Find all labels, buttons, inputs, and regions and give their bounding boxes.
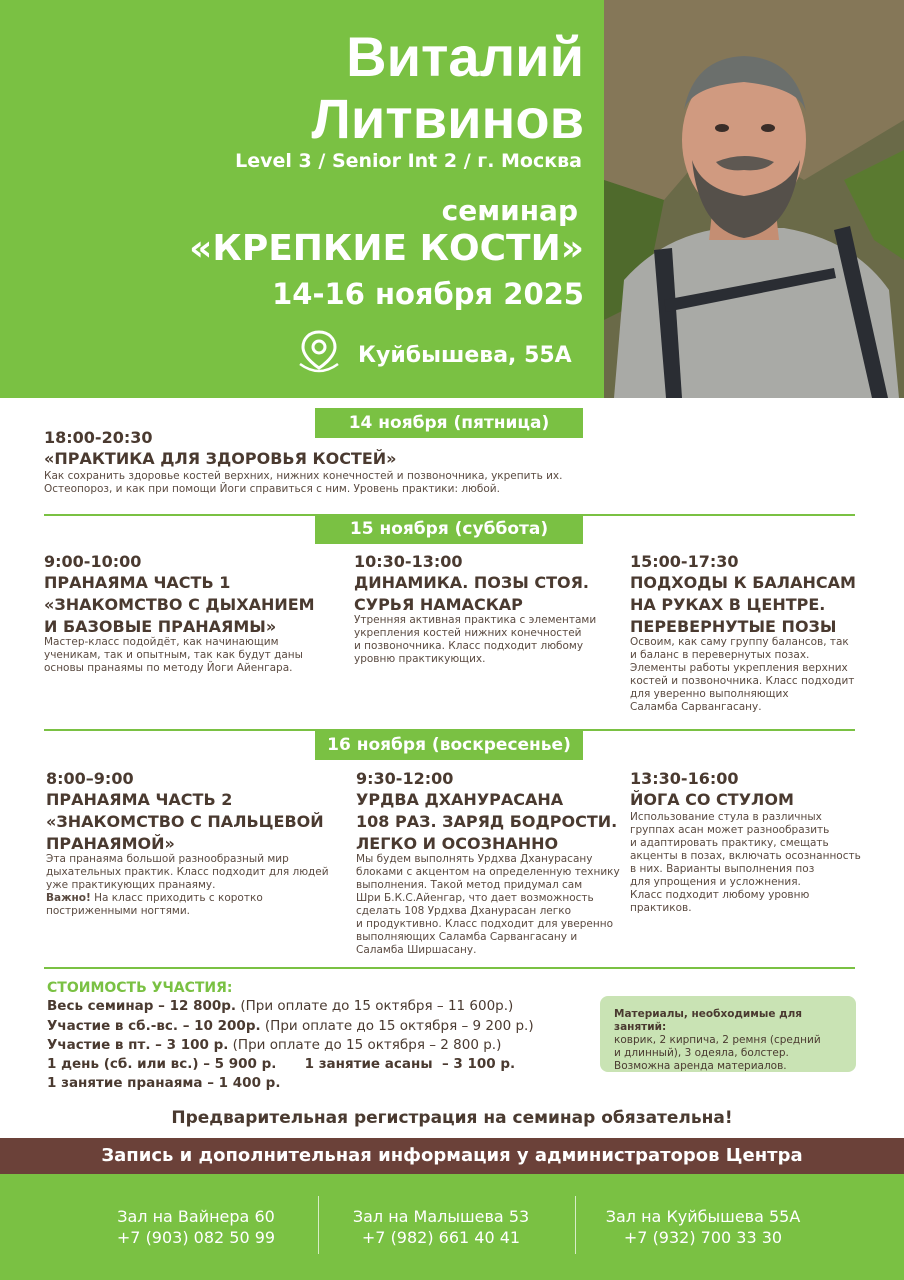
prices-heading: СТОИМОСТЬ УЧАСТИЯ: — [47, 980, 233, 996]
slot-title — [630, 572, 856, 638]
day-header-1: 14 ноября (пятница) — [315, 408, 583, 438]
desc-line: костей и позвоночника. Класс подходит — [630, 675, 855, 687]
title-line: ЙОГА СО СТУЛОМ — [630, 790, 794, 809]
location-pin-icon — [294, 328, 344, 380]
slot-time: 10:30-13:00 — [354, 552, 463, 571]
price-main: 1 день (сб. или вс.) – 5 900 р. 1 занятие асаны – 3 100 р. — [47, 1056, 516, 1072]
slot-title — [356, 789, 617, 855]
title-line: ПЕРЕВЕРНУТЫЕ ПОЗЫ — [630, 617, 837, 636]
desc-line: Освоим, как саму группу балансов, так — [630, 636, 849, 648]
desc-line: основы пранаямы по методу Йоги Айенгара. — [44, 662, 293, 674]
price-line — [47, 998, 513, 1014]
instructor-first-name: Виталий — [346, 25, 584, 88]
hall-phone[interactable]: +7 (982) 661 40 41 — [361, 1228, 521, 1247]
desc-line: и продуктивно. Класс подходит для уверенно — [356, 918, 613, 930]
price-line — [47, 1075, 280, 1091]
desc-line: ученикам, так и опытным, так как будут даны — [44, 649, 303, 661]
title-line: И БАЗОВЫЕ ПРАНАЯМЫ» — [44, 617, 277, 636]
desc-line: дыхательных практик. Класс подходит для людей — [46, 866, 329, 878]
slot-time: 18:00-20:30 — [44, 428, 153, 447]
desc-line: для уверенно выполняющих — [630, 688, 789, 700]
important-label: Важно! — [46, 892, 91, 904]
hall-name: Зал на Малышева 53 — [352, 1207, 530, 1226]
desc-line: постриженными ногтями. — [46, 905, 191, 917]
title-line: СУРЬЯ НАМАСКАР — [354, 595, 523, 614]
divider — [44, 967, 855, 969]
desc-line: и адаптировать практику, смещать — [630, 837, 829, 849]
materials-line: и длинный), 3 одеяла, болстер. — [614, 1047, 789, 1059]
slot-description — [44, 636, 303, 675]
price-note: (При оплате до 15 октября – 2 800 р.) — [228, 1037, 502, 1053]
materials-line: коврик, 2 кирпича, 2 ремня (средний — [614, 1034, 821, 1046]
desc-line: Шри Б.К.С.Айенгар, что дает возможность — [356, 892, 594, 904]
slot-title — [354, 572, 589, 616]
hall-contact — [573, 1206, 833, 1248]
title-line: УРДВА ДХАНУРАСАНА — [356, 790, 564, 809]
desc-line: блоками с акцентом на определенную технику — [356, 866, 620, 878]
info-bar: Запись и дополнительная информация у администраторов Центра — [0, 1138, 904, 1174]
seminar-address: Куйбышева, 55А — [358, 343, 572, 368]
slot-title: «ПРАКТИКА ДЛЯ ЗДОРОВЬЯ КОСТЕЙ» — [44, 449, 397, 468]
slot-description — [354, 614, 596, 666]
price-note: (При оплате до 15 октября – 11 600р.) — [236, 998, 514, 1014]
desc-line: Эта пранаяма большой разнообразный мир — [46, 853, 289, 865]
slot-title — [46, 789, 324, 855]
desc-line: группах асан может разнообразить — [630, 824, 830, 836]
desc-line: уровню практикующих. — [354, 653, 486, 665]
title-line: ПРАНАЯМОЙ» — [46, 834, 175, 853]
title-line: ПРАНАЯМА ЧАСТЬ 2 — [46, 790, 233, 809]
desc-line: укрепления костей нижних конечностей — [354, 627, 582, 639]
seminar-label: семинар — [441, 194, 578, 227]
desc-line: Мастер-класс подойдёт, как начинающим — [44, 636, 279, 648]
hall-name: Зал на Вайнера 60 — [117, 1207, 275, 1226]
slot-time: 9:30-12:00 — [356, 769, 454, 788]
slot-description — [356, 853, 620, 957]
price-line — [47, 1056, 515, 1072]
note-text: На класс приходить с коротко — [90, 892, 263, 904]
desc-line: Использование стула в различных — [630, 811, 822, 823]
desc-line: Саламба Ширшасану. — [356, 944, 477, 956]
price-main: 1 занятие пранаяма – 1 400 р. — [47, 1075, 281, 1091]
desc-line: практиков. — [630, 902, 692, 914]
title-line: 108 РАЗ. ЗАРЯД БОДРОСТИ. — [356, 812, 618, 831]
materials-heading: Материалы, необходимые для занятий: — [614, 1008, 803, 1033]
desc-line: Элементы работы укрепления верхних — [630, 662, 848, 674]
hall-name: Зал на Куйбышева 55А — [605, 1207, 801, 1226]
desc-line: и баланс в перевернутых позах. — [630, 649, 810, 661]
title-line: ДИНАМИКА. ПОЗЫ СТОЯ. — [354, 573, 589, 592]
price-main: Участие в сб.-вс. – 10 200р. — [47, 1018, 261, 1034]
desc-line — [46, 892, 329, 905]
desc-line: в них. Варианты выполнения поз — [630, 863, 815, 875]
seminar-title: «КРЕПКИЕ КОСТИ» — [189, 228, 584, 269]
title-line: ПОДХОДЫ К БАЛАНСАМ — [630, 573, 856, 592]
seminar-dates: 14-16 ноября 2025 — [272, 277, 584, 311]
desc-line: выполнения. Такой метод придумал сам — [356, 879, 583, 891]
day-header-2: 15 ноября (суббота) — [315, 514, 583, 544]
desc-line: для упрощения и усложнения. — [630, 876, 801, 888]
slot-time: 15:00-17:30 — [630, 552, 739, 571]
desc-line: акценты в позах, включать осознанность — [630, 850, 861, 862]
title-line: «ЗНАКОМСТВО С ПАЛЬЦЕВОЙ — [46, 812, 324, 831]
title-line: «ЗНАКОМСТВО С ДЫХАНИЕМ — [44, 595, 315, 614]
preregistration-notice: Предварительная регистрация на семинар обязательна! — [171, 1108, 733, 1128]
slot-title — [44, 572, 315, 638]
day-header-3: 16 ноября (воскресенье) — [315, 730, 583, 760]
price-line — [47, 1018, 534, 1034]
desc-line: Саламба Сарвангасану. — [630, 701, 762, 713]
desc-line: уже практикующих пранаяму. — [46, 879, 216, 891]
slot-title — [630, 789, 794, 811]
hall-phone[interactable]: +7 (932) 700 33 30 — [623, 1228, 783, 1247]
slot-description — [44, 470, 562, 496]
instructor-level: Level 3 / Senior Int 2 / г. Москва — [235, 150, 582, 172]
title-line: ЛЕГКО И ОСОЗНАННО — [356, 834, 559, 853]
slot-time: 13:30-16:00 — [630, 769, 739, 788]
desc-line: Мы будем выполнять Урдхва Дханурасану — [356, 853, 593, 865]
materials-line: Возможна аренда материалов. — [614, 1060, 787, 1072]
materials-box — [600, 996, 856, 1072]
header — [0, 0, 904, 398]
desc-line: сделать 108 Урдхва Дханурасан легко — [356, 905, 572, 917]
price-main: Весь семинар – 12 800р. — [47, 998, 237, 1014]
instructor-name — [312, 26, 584, 150]
title-line: ПРАНАЯМА ЧАСТЬ 1 — [44, 573, 231, 592]
hall-contact — [311, 1206, 571, 1248]
hall-contact — [66, 1206, 326, 1248]
slot-time: 8:00–9:00 — [46, 769, 134, 788]
slot-time: 9:00-10:00 — [44, 552, 142, 571]
price-main: Участие в пт. – 3 100 р. — [47, 1037, 229, 1053]
slot-description — [630, 811, 861, 915]
hall-phone[interactable]: +7 (903) 082 50 99 — [116, 1228, 276, 1247]
instructor-photo — [604, 0, 904, 398]
desc-line: и позвоночника. Класс подходит любому — [354, 640, 584, 652]
desc-line: Остеопороз, и как при помощи Йоги справиться с ним. Уровень практики: любой. — [44, 483, 500, 495]
slot-description — [630, 636, 854, 714]
desc-line: выполняющих Саламба Сарвангасану и — [356, 931, 578, 943]
price-line — [47, 1037, 501, 1053]
desc-line: Как сохранить здоровье костей верхних, нижних конечностей и позвоночника, укрепить их. — [44, 470, 563, 482]
desc-line: Класс подходит любому уровню — [630, 889, 810, 901]
instructor-last-name: Литвинов — [311, 87, 584, 150]
price-note: (При оплате до 15 октября – 9 200 р.) — [260, 1018, 534, 1034]
slot-description — [46, 853, 329, 918]
title-line: НА РУКАХ В ЦЕНТРЕ. — [630, 595, 826, 614]
desc-line: Утренняя активная практика с элементами — [354, 614, 597, 626]
